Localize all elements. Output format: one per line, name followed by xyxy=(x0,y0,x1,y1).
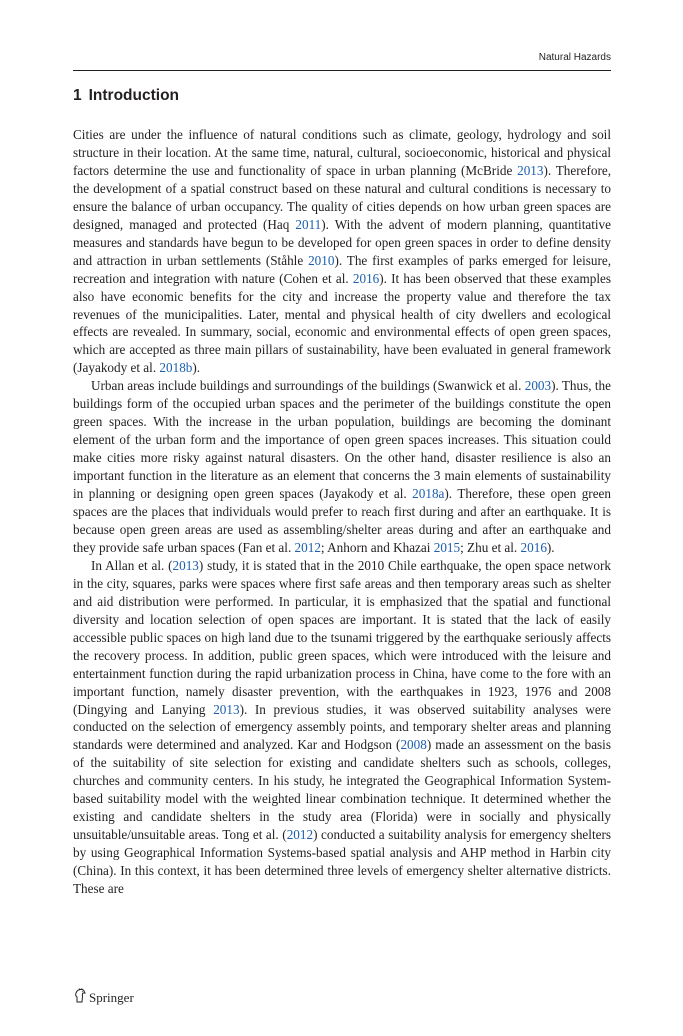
citation-link[interactable]: 2012 xyxy=(286,827,314,843)
body-paragraph xyxy=(73,377,611,557)
paragraph-text: ). xyxy=(546,539,555,555)
paragraph-text: Urban areas include buildings and surroundings of the buildings (Swanwick et al. xyxy=(91,378,525,394)
paragraph-text: ). Therefore, the development of a spatial construct based on these natural and cultural conditions is necessary to ensure the balance of urban occupancy. The quality of cities depends on how urban green spaces are designed, managed and protected (Haq xyxy=(73,162,611,232)
springer-horse-icon xyxy=(73,988,89,1007)
paragraph-text: ) conducted a suitability analysis for emergency shelters by using Geographical Information Systems-based spatial analysis and AHP method in Harbin city (China). In this context, it has been determined three levels of emergency shelter alternative districts. These are xyxy=(73,827,611,897)
citation-link[interactable]: 2018b xyxy=(159,360,193,376)
citation-link[interactable]: 2013 xyxy=(517,162,544,178)
paragraph-text: ). Thus, the buildings form of the occupied urban spaces and the perimeter of the buildings constitute the open green spaces. With the increase in the urban population, buildings are becoming the dominant element of the urban form and the importance of open green spaces increases. This situation could make cities more risky against natural disasters. On the other hand, disaster resilience is also an important function in the literature as an element that concerns the 3 main elements of sustainability in planning or designing open green spaces (Jayakody et al. xyxy=(73,378,611,502)
section-number: 1 xyxy=(73,87,82,104)
paragraph-text: ). With the advent of modern planning, quantitative measures and standards have begun to be developed for open green spaces in order to define density and attraction in urban settlements (Ståhle xyxy=(73,216,611,268)
section-heading xyxy=(73,87,179,105)
citation-link[interactable]: 2016 xyxy=(352,270,380,286)
paragraph-text: ). xyxy=(192,360,201,376)
paragraph-text: ) made an assessment on the basis of the suitability of site selection for existing and candidate shelters such as schools, colleges, churches and community centers. In his study, he integrated the Geographical Information System-based suitability model with the weighted linear combination technique. It determined whether the existing and candidate shelters in the study area (Florida) were in socially and physically unsuitable/unsuitable areas. Tong et al. ( xyxy=(73,737,611,843)
citation-link[interactable]: 2011 xyxy=(295,216,322,232)
header-rule xyxy=(73,70,611,71)
body-text xyxy=(73,126,611,898)
paragraph-text: ). It has been observed that these examples also have economic benefits for the city and increase the property value and therefore the tax revenues of the municipalities. Later, mental and physical health of city dwellers and ecological effects are revealed. In summary, social, economic and environmental effects of open green spaces, which are accepted as three main pillars of sustainability, have been evaluated in general framework (Jayakody et al. xyxy=(73,270,611,376)
citation-link[interactable]: 2012 xyxy=(294,539,321,555)
publisher-name: Springer xyxy=(89,989,134,1005)
citation-link[interactable]: 2018a xyxy=(412,486,445,502)
section-title: Introduction xyxy=(88,87,180,104)
paragraph-text: ). Therefore, these open green spaces are the places that individuals would prefer to reach first during and after an earthquake. It is because open green areas are used as assembling/shelter areas during and after an earthquake and they provide safe urban spaces (Fan et al. xyxy=(73,486,611,555)
citation-link[interactable]: 2015 xyxy=(433,539,461,555)
paragraph-text: Cities are under the influence of natural conditions such as climate, geology, hydrology and soil structure in their location. At the same time, natural, cultural, socioeconomic, historical and physical factors determine the use and functionality of space in urban planning (McBride xyxy=(73,127,611,178)
citation-link[interactable]: 2013 xyxy=(213,701,240,717)
paragraph-text: ) study, it is stated that in the 2010 Chile earthquake, the open space network in the city, squares, parks were spaces where first safe areas and then temporary areas such as shelter and aid distribution were performed. In particular, it is emphasized that the spatial and functional diversity and location selection of open spaces are important. It is stated that the lack of easily accessible public spaces on high land due to the tsunami triggered by the earthquake seriously affects the recovery process. In addition, public green spaces, which were introduced with the leisure and entertainment function during the rapid urbanization process in China, have come to the fore with an important function, namely disaster prevention, with the earthquakes in 1923, 1976 and 2008 (Dingying and Lanying xyxy=(73,557,611,717)
citation-link[interactable]: 2016 xyxy=(520,539,547,555)
citation-link[interactable]: 2003 xyxy=(524,378,552,394)
paragraph-text: ; Anhorn and Khazai xyxy=(320,539,434,555)
footer xyxy=(73,988,134,1007)
body-paragraph xyxy=(73,557,611,898)
paragraph-text: ). In previous studies, it was observed suitability analyses were conducted on the selection of emergency assembly points, and temporary shelter areas and planning standards were determined and analyzed. Kar and Hodgson ( xyxy=(73,701,611,753)
running-header: Natural Hazards xyxy=(538,52,611,63)
citation-link[interactable]: 2008 xyxy=(400,737,427,753)
paragraph-text: ; Zhu et al. xyxy=(460,539,521,555)
citation-link[interactable]: 2010 xyxy=(308,252,335,268)
paragraph-text: ). The first examples of parks emerged for leisure, recreation and integration with nature (Cohen et al. xyxy=(73,252,612,286)
paragraph-text: In Allan et al. ( xyxy=(91,557,173,573)
body-paragraph xyxy=(73,126,611,377)
citation-link[interactable]: 2013 xyxy=(172,557,199,573)
